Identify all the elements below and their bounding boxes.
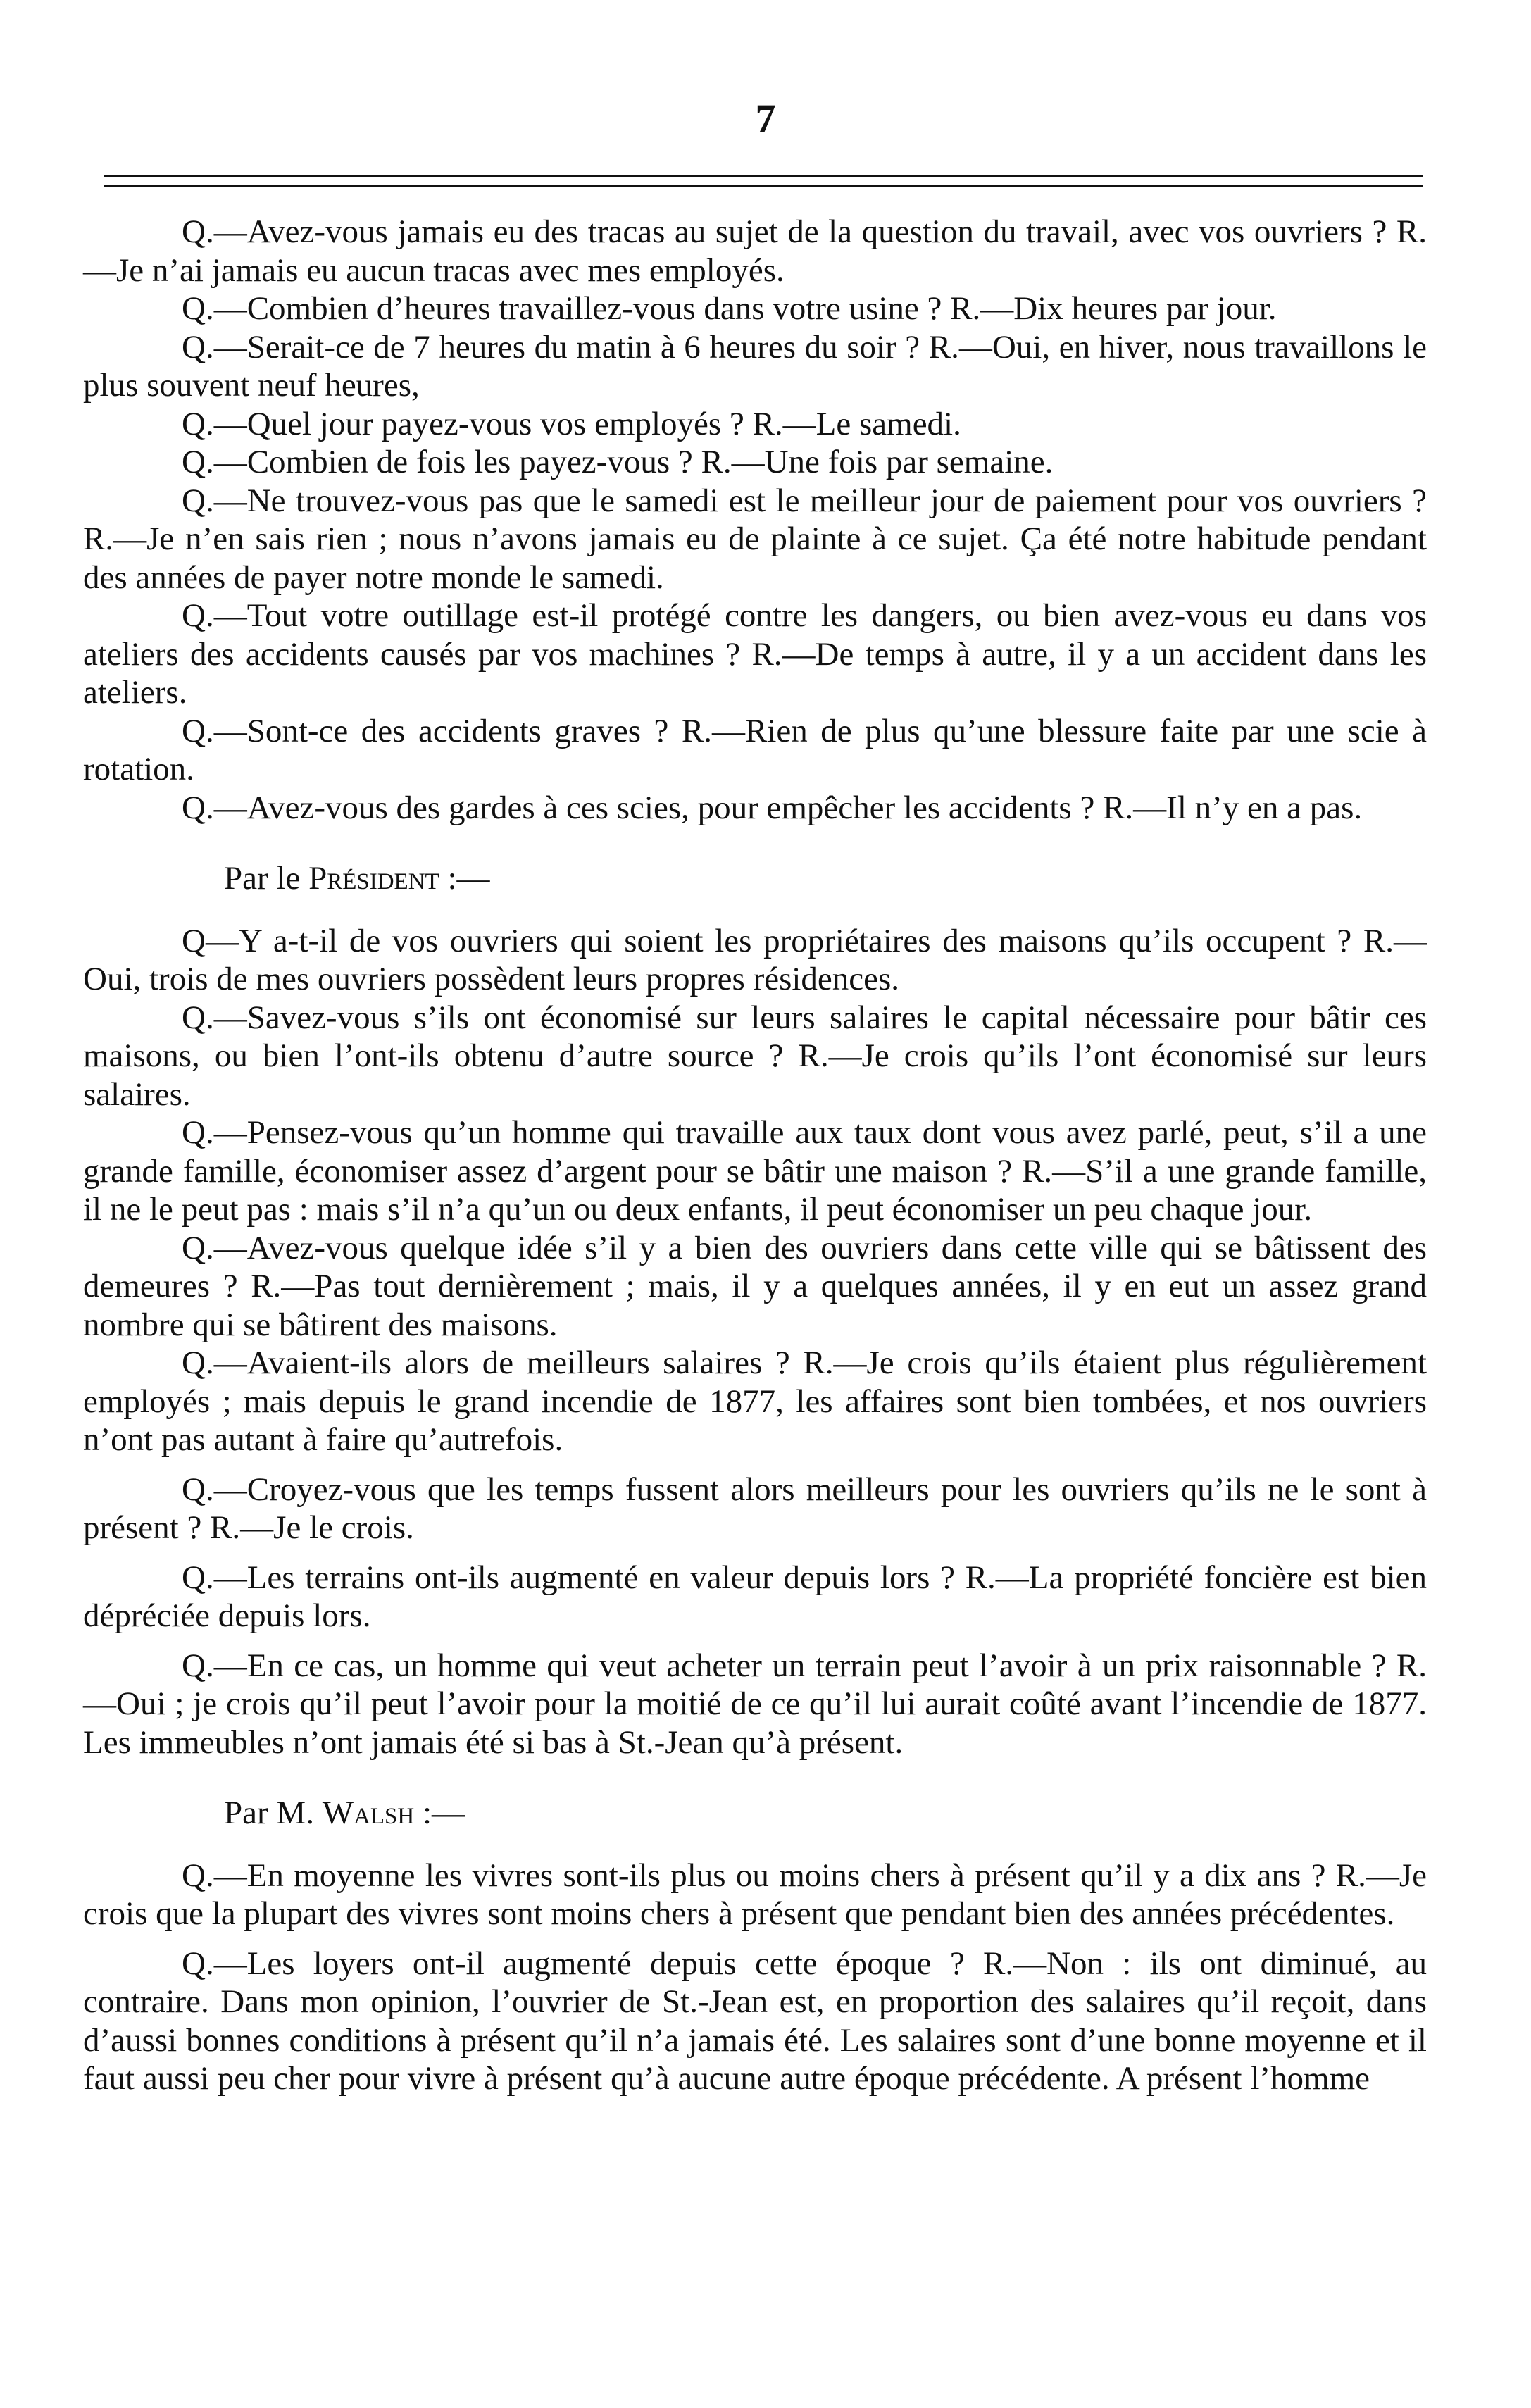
qa-paragraph: Q.—Avez-vous jamais eu des tracas au sujet de la question du travail, avec vos ouvriers ? R.—Je n’ai jamais eu aucun tracas avec mes employés. <box>83 213 1427 289</box>
qa-paragraph: Q.—Croyez-vous que les temps fussent alors meilleurs pour les ouvriers qu’ils ne le sont à présent ? R.—Je le crois. <box>83 1471 1427 1546</box>
speaker-heading-walsh <box>83 1794 1427 1833</box>
qa-paragraph: Q.—Savez-vous s’ils ont économisé sur leurs salaires le capital nécessaire pour bâtir ces maisons, ou bien l’ont-ils obtenu d’autre source ? R.—Je crois qu’ils l’ont économisé sur leurs salaires. <box>83 999 1427 1113</box>
section-president <box>83 859 1427 1761</box>
qa-paragraph: Q.—Pensez-vous qu’un homme qui travaille aux taux dont vous avez parlé, peut, s’il a une grande famille, économiser assez d’argent pour se bâtir une maison ? R.—S’il a une grande famille, il ne le peut pas : mais s’il n’a qu’un ou deux enfants, il peut économiser un peu chaque jour. <box>83 1114 1427 1228</box>
qa-paragraph: Q—Y a-t-il de vos ouvriers qui soient les propriétaires des maisons qu’ils occupent ? R.—Oui, trois de mes ouvriers possèdent leurs propres résidences. <box>83 922 1427 997</box>
speaker-name: Walsh <box>322 1795 415 1831</box>
speaker-heading-prefix: Par M. <box>224 1795 323 1831</box>
header-rule-top <box>104 175 1423 177</box>
qa-paragraph: Q.—Avez-vous quelque idée s’il y a bien des ouvriers dans cette ville qui se bâtissent des demeures ? R.—Pas tout dernièrement ; mais, il y a quelques années, il y en eut un assez grand nombre qui se bâtirent des maisons. <box>83 1229 1427 1343</box>
qa-paragraph: Q.—En moyenne les vivres sont-ils plus ou moins chers à présent qu’il y a dix ans ? R.—Je crois que la plupart des vivres sont moins chers à présent que pendant bien des années précédentes. <box>83 1857 1427 1932</box>
qa-paragraph: Q.—En ce cas, un homme qui veut acheter un terrain peut l’avoir à un prix raisonnable ? R.—Oui ; je crois qu’il peut l’avoir pour la moitié de ce qu’il lui aurait coûté avant l’incendie de 1877. Les immeubles n’ont jamais été si bas à St.-Jean qu’à présent. <box>83 1647 1427 1761</box>
speaker-heading-prefix: Par le <box>224 860 309 897</box>
speaker-heading-president <box>83 859 1427 898</box>
speaker-name: Président <box>308 860 439 897</box>
qa-paragraph: Q.—Combien d’heures travaillez-vous dans votre usine ? R.—Dix heures par jour. <box>182 290 1277 327</box>
qa-paragraph: Q.—Ne trouvez-vous pas que le samedi est le meilleur jour de paiement pour vos ouvriers ? R.—Je n’en sais rien ; nous n’avons jamais eu de plainte à ce sujet. Ça été notre habitude pendant des années de payer notre monde le samedi. <box>83 482 1427 596</box>
qa-paragraph: Q.—Les loyers ont-il augmenté depuis cette époque ? R.—Non : ils ont diminué, au contraire. Dans mon opinion, l’ouvrier de St.-Jean est, en proportion des salaires qu’il reçoit, dans d’aussi bonnes conditions à présent qu’il n’a jamais été. Les salaires sont d’une bonne moyenne et il faut aussi peu cher pour vivre à présent qu’à aucune autre époque précédente. A présent l’homme <box>83 1945 1427 2097</box>
qa-paragraph: Q.—Tout votre outillage est-il protégé contre les dangers, ou bien avez-vous eu dans vos ateliers des accidents causés par vos machines ? R.—De temps à autre, il y a un accident dans les ateliers. <box>83 597 1427 711</box>
qa-paragraph: Q.—Serait-ce de 7 heures du matin à 6 heures du soir ? R.—Oui, en hiver, nous travaillons le plus souvent neuf heures, <box>83 328 1427 404</box>
page-number: 7 <box>755 96 776 142</box>
speaker-heading-suffix: :— <box>439 860 490 897</box>
qa-paragraph: Q.—Avaient-ils alors de meilleurs salaires ? R.—Je crois qu’ils étaient plus régulièrement employés ; mais depuis le grand incendie de 1877, les affaires sont bien tombées, et nos ouvriers n’ont pas autant à faire qu’autrefois. <box>83 1345 1427 1458</box>
header-rule-bottom <box>104 185 1423 187</box>
qa-paragraph: Q.—Avez-vous des gardes à ces scies, pour empêcher les accidents ? R.—Il n’y en a pas. <box>182 789 1363 826</box>
qa-paragraph: Q.—Combien de fois les payez-vous ? R.—Une fois par semaine. <box>182 444 1054 480</box>
section-opening-qa <box>83 213 1427 827</box>
speaker-heading-suffix: :— <box>414 1795 465 1831</box>
qa-paragraph: Q.—Les terrains ont-ils augmenté en valeur depuis lors ? R.—La propriété foncière est bien dépréciée depuis lors. <box>83 1559 1427 1634</box>
qa-paragraph: Q.—Quel jour payez-vous vos employés ? R.—Le samedi. <box>182 405 961 442</box>
page-body <box>83 213 1427 2098</box>
qa-paragraph: Q.—Sont-ce des accidents graves ? R.—Rien de plus qu’une blessure faite par une scie à rotation. <box>83 712 1427 787</box>
section-walsh <box>83 1794 1427 2098</box>
